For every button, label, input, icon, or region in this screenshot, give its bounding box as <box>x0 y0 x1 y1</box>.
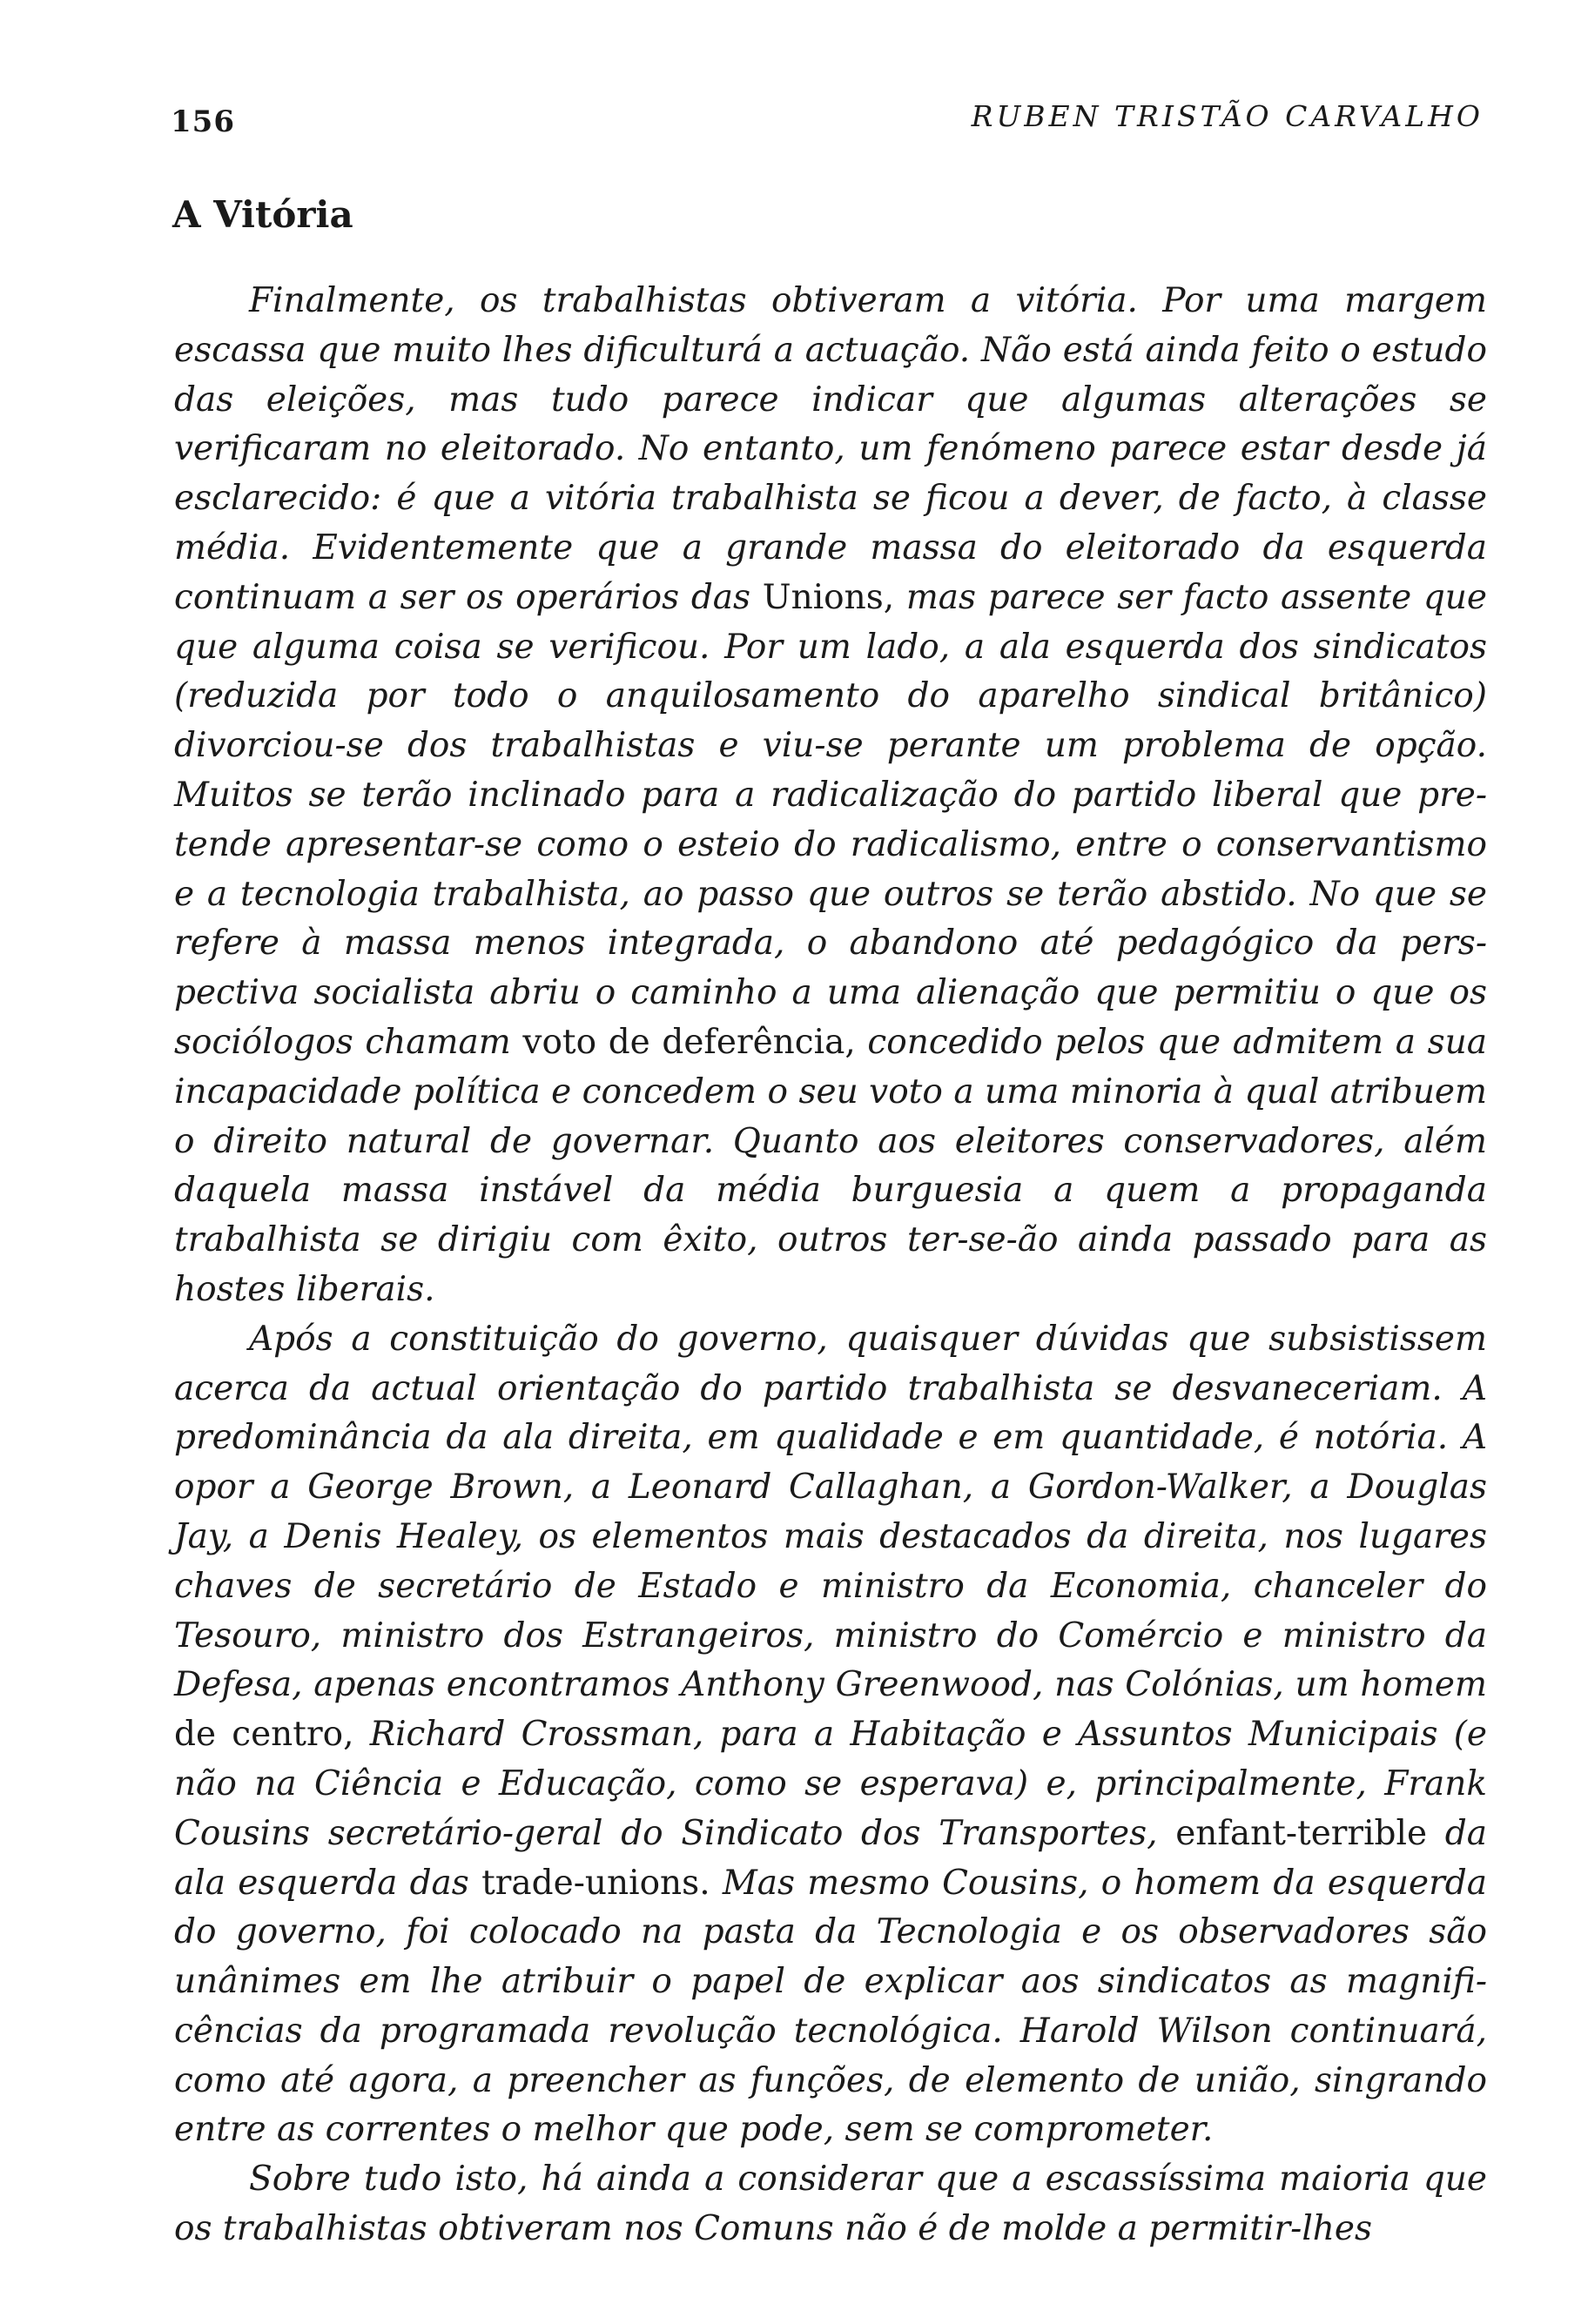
text-segment: Richard Crossman, para a Habitação e Assuntos Municipais (e não na Ciência e Educação, como se esperava) e, principalmente, Frank Cousins secretário-geral do Sindicato dos Transportes, <box>174 1715 1487 1853</box>
text-segment: Finalmente, os trabalhistas obtiveram a vitória. Por uma margem escassa que muito lhes dificulturá a actuação. Não está ainda feito o estudo das eleições, mas tudo parece indicar que algumas alterações se verificaram no eleitorado. No entanto, um fenómeno parece estar desde já esclarecido: é que a vitória trabalhista se ficou a dever, de facto, à classe média. Evidentemente que a grande massa do eleitorado da esquerda continuam a ser os operários das <box>174 281 1487 617</box>
text-segment: mas parece ser facto assente que que alguma coisa se verificou. Por um lado, a ala esquerda dos sindicatos (reduzida por todo o anquilosamento do aparelho sindical britânico) divorciou-se dos trabalhistas e viu-se perante um problema de opção. Muitos se terão inclinado para a radicalização do partido liberal que pretende apresentar-se como o esteio do radicalismo, entre o conservantismo e a tecnologia trabalhista, ao passo que outros se terão abstido. No que se refere à massa menos integrada, o abandono até pedagógico da perspectiva socialista abriu o caminho a uma alienação que permitiu o que os sociólogos chamam <box>174 577 1487 1062</box>
text-segment: da ala esquerda das <box>174 1813 1487 1903</box>
text-segment-upright: trade-unions. <box>481 1863 710 1903</box>
text-segment-upright: de centro, <box>174 1715 354 1755</box>
text-segment: Mas mesmo Cousins, o homem da esquerda do governo, foi colocado na pasta da Tecnologia e os observadores são unânimes em lhe atribuir o papel de explicar aos sindicatos as magnificências da programada revolução tecnológica. Harold Wilson continuará, como até agora, a preencher as funções, de elemento de união, singrando entre as correntes o melhor que pode, sem se comprometer. <box>174 1863 1487 2150</box>
running-head: RUBEN TRISTÃO CARVALHO <box>971 99 1484 133</box>
paragraph <box>174 1315 1487 2156</box>
body-text <box>174 277 1487 2254</box>
text-segment-upright: Unions, <box>762 577 895 617</box>
text-segment-upright: enfant-terrible <box>1175 1813 1428 1853</box>
page-number: 156 <box>171 104 235 139</box>
text-segment-upright: voto de deferência, <box>522 1022 856 1062</box>
section-title: A Vitória <box>172 193 353 236</box>
text-segment: Sobre tudo isto, há ainda a considerar que a escassíssima maioria que os trabalhistas obtiveram nos Comuns não é de molde a permitir-lhes <box>174 2159 1487 2249</box>
text-segment: concedido pelos que admitem a sua incapacidade política e concedem o seu voto a uma minoria à qual atribuem o direito natural de governar. Quanto aos eleitores conservadores, além daquela massa instável da média burguesia a quem a propaganda trabalhista se dirigiu com êxito, outros ter-se-ão ainda passado para as hostes liberais. <box>174 1022 1488 1309</box>
paragraph <box>174 2155 1487 2254</box>
paragraph <box>174 277 1487 1315</box>
text-segment: Após a constituição do governo, quaisquer dúvidas que subsistissem acerca da actual orientação do partido trabalhista se desvaneceriam. A predominância da ala direita, em qualidade e em quantidade, é notória. A opor a George Brown, a Leonard Callaghan, a Gordon-Walker, a Douglas Jay, a Denis Healey, os elementos mais destacados da direita, nos lugares chaves de secretário de Estado e ministro da Economia, chanceler do Tesouro, ministro dos Estrangeiros, ministro do Comércio e ministro da Defesa, apenas encontramos Anthony Greenwood, nas Colónias, um homem <box>174 1319 1487 1705</box>
